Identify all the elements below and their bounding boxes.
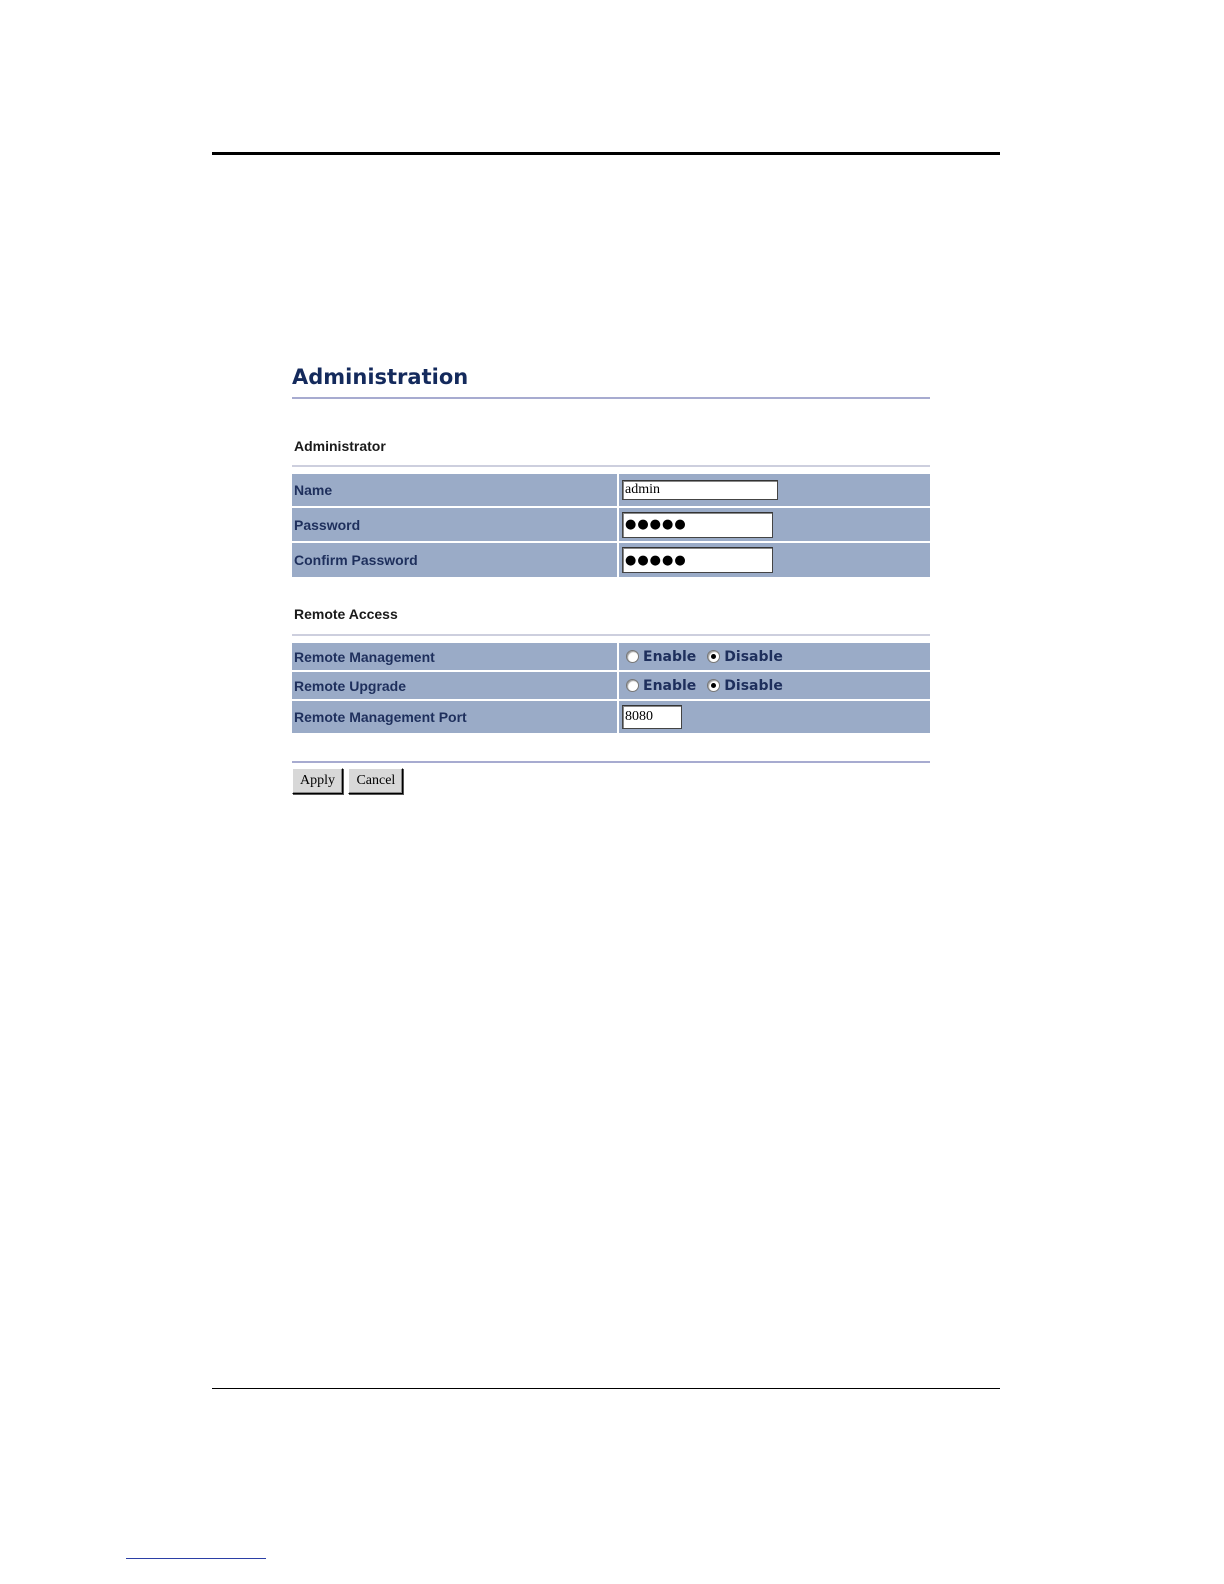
form-row-remote-management-port bbox=[292, 701, 930, 733]
name-input[interactable] bbox=[622, 480, 778, 500]
remote-management-port-label: Remote Management Port bbox=[292, 701, 619, 733]
action-buttons bbox=[292, 768, 930, 794]
enable-label: Enable bbox=[643, 648, 697, 665]
remote-upgrade-enable-radio[interactable] bbox=[626, 679, 639, 692]
remote-upgrade-label: Remote Upgrade bbox=[292, 672, 619, 701]
remote-management-radio-group bbox=[619, 649, 930, 665]
section-remote-access: Remote Access bbox=[294, 606, 398, 622]
section-administrator: Administrator bbox=[294, 438, 386, 454]
remote-upgrade-radio-group bbox=[619, 678, 930, 694]
form-row-remote-management bbox=[292, 643, 930, 672]
footnote-rule bbox=[126, 1558, 266, 1559]
form-row-name bbox=[292, 474, 930, 508]
form-row-remote-upgrade bbox=[292, 672, 930, 701]
remote-management-port-input[interactable] bbox=[622, 705, 682, 729]
cancel-button[interactable]: Cancel bbox=[348, 768, 403, 794]
confirm-password-label: Confirm Password bbox=[292, 543, 619, 577]
form-row-password bbox=[292, 508, 930, 543]
page-title: Administration bbox=[292, 365, 469, 389]
password-label: Password bbox=[292, 508, 619, 543]
remote-management-enable-option[interactable] bbox=[626, 649, 696, 665]
page-header-rule bbox=[212, 152, 1000, 155]
remote-management-disable-radio[interactable] bbox=[707, 650, 720, 663]
remote-upgrade-disable-option[interactable] bbox=[707, 678, 783, 694]
name-label: Name bbox=[292, 474, 619, 508]
remote-management-enable-radio[interactable] bbox=[626, 650, 639, 663]
remote-management-label: Remote Management bbox=[292, 643, 619, 672]
password-input[interactable] bbox=[622, 512, 773, 538]
remote-upgrade-disable-radio[interactable] bbox=[707, 679, 720, 692]
administrator-table bbox=[292, 474, 930, 577]
apply-button[interactable]: Apply bbox=[292, 768, 343, 794]
remote-upgrade-enable-option[interactable] bbox=[626, 678, 696, 694]
enable-label: Enable bbox=[643, 677, 697, 694]
disable-label: Disable bbox=[724, 677, 783, 694]
disable-label: Disable bbox=[724, 648, 783, 665]
page-footer-rule bbox=[212, 1388, 1000, 1389]
remote-management-disable-option[interactable] bbox=[707, 649, 783, 665]
confirm-password-input[interactable] bbox=[622, 547, 773, 573]
administration-panel bbox=[292, 360, 930, 794]
form-row-confirm-password bbox=[292, 543, 930, 577]
remote-access-table bbox=[292, 643, 930, 733]
